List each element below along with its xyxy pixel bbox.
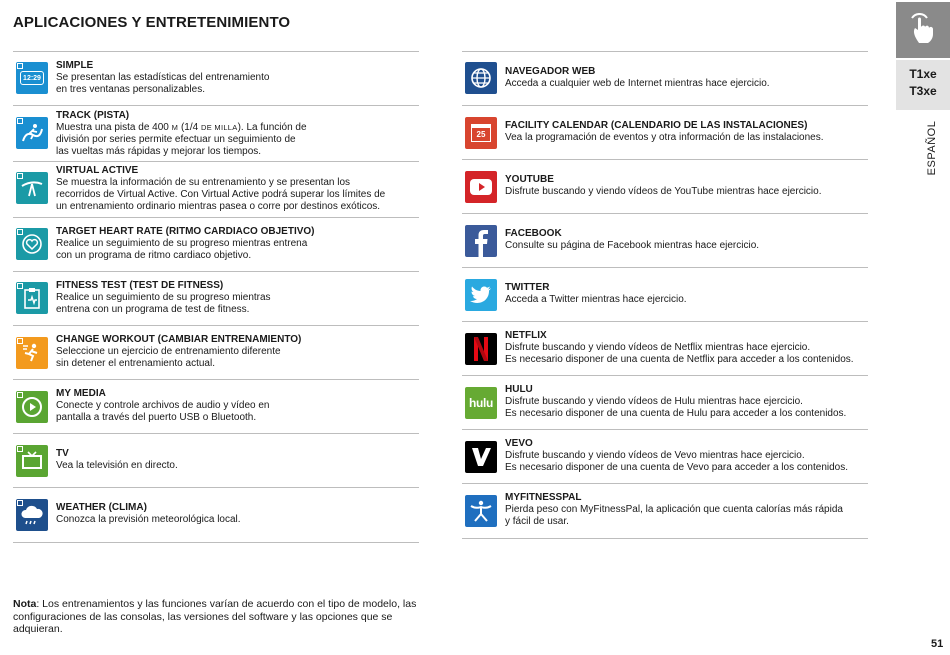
hulu-icon: [465, 387, 497, 419]
app-item-name: WEATHER (CLIMA): [56, 502, 147, 513]
hand-touch-icon: [896, 2, 950, 58]
corner-mark: [17, 173, 23, 179]
corner-mark: [17, 229, 23, 235]
clipboard-icon: [16, 282, 48, 314]
model-t3xe: T3xe: [909, 84, 937, 98]
model-tab: [896, 60, 950, 110]
app-item-description-line: Vea la televisión en directo.: [56, 460, 178, 471]
left-app-item: [13, 325, 419, 380]
heart-target-icon: [16, 228, 48, 260]
app-item-text: [56, 502, 241, 526]
app-item-description-line: Es necesario disponer de una cuenta de Vevo para acceder a los contenidos.: [505, 462, 849, 473]
app-item-name: SIMPLE: [56, 60, 94, 71]
hulu-logo-text: hulu: [468, 396, 494, 410]
app-item-description-line: un entrenamiento ordinario mientras pasea o corre por destinos exóticos.: [56, 201, 381, 212]
app-item-name: MYFITNESSPAL: [505, 492, 582, 503]
left-column-bottom-rule: [13, 542, 419, 543]
app-item-description-line: recorridos de Virtual Active. Con Virtual Active podrá superar los límites de: [56, 189, 386, 200]
app-item-description-line: Disfrute buscando y viendo vídeos de Vevo mientras hace ejercicio.: [505, 450, 805, 461]
language-label: ESPAÑOL: [926, 120, 938, 176]
change-workout-icon: [16, 337, 48, 369]
calendar-icon: [465, 117, 497, 149]
app-item-description-line: división por series permite efectuar un seguimiento de: [56, 134, 296, 145]
app-item-description-line: Realice un seguimiento de su progreso mientras entrena: [56, 238, 308, 249]
app-item-text: [56, 60, 269, 96]
app-item-text: [505, 492, 843, 528]
app-item-name: CHANGE WORKOUT (CAMBIAR ENTRENAMIENTO): [56, 334, 302, 345]
youtube-icon: [465, 171, 497, 203]
left-app-item: [13, 217, 419, 272]
left-app-item: [13, 487, 419, 543]
app-item-text: [505, 438, 848, 474]
app-item-description-line: Pierda peso con MyFitnessPal, la aplicación que cuenta calorías más rápida: [505, 504, 843, 515]
clock-face-text: 12:29: [20, 71, 44, 85]
app-item-description-line: Se muestra la información de su entrenamiento y se presentan los: [56, 177, 351, 188]
note-text: : Los entrenamientos y las funciones varían de acuerdo con el tipo de modelo, las configuraciones de las consolas, las versiones del software y las opciones que se adquieran.: [13, 598, 417, 635]
app-item-description-line: Disfrute buscando y viendo vídeos de Netflix mientras hace ejercicio.: [505, 342, 811, 353]
note: [13, 598, 423, 636]
left-app-item: [13, 161, 419, 218]
app-item-description-line: Se presentan las estadísticas del entrenamiento: [56, 72, 270, 83]
app-item-description-line: Realice un seguimiento de su progreso mientras: [56, 292, 271, 303]
virtual-active-icon: [16, 172, 48, 204]
app-item-description-line: Disfrute buscando y viendo vídeos de YouTube mientras hace ejercicio.: [505, 186, 822, 197]
right-app-item: [462, 213, 868, 268]
page-title: APLICACIONES Y ENTRETENIMIENTO: [13, 14, 291, 31]
app-item-text: [505, 174, 821, 198]
app-item-description-line: Disfrute buscando y viendo vídeos de Hulu mientras hace ejercicio.: [505, 396, 803, 407]
app-item-description-line: sin detener el entrenamiento actual.: [56, 358, 215, 369]
page-number: 51: [931, 638, 944, 650]
right-app-item: [462, 429, 868, 484]
app-item-description-line: Muestra una pista de 400 M (1/4 DE MILLA). La función de: [56, 122, 307, 133]
app-item-description-line: las vueltas más rápidas y mejorar los tiempos.: [56, 146, 262, 157]
right-app-item: [462, 105, 868, 160]
corner-mark: [17, 392, 23, 398]
left-app-item: [13, 433, 419, 488]
app-item-text: [56, 388, 269, 424]
play-icon: [16, 391, 48, 423]
app-item-name: HULU: [505, 384, 533, 395]
app-item-name: TRACK (PISTA): [56, 110, 130, 121]
app-item-description-line: con un programa de ritmo cardiaco objetivo.: [56, 250, 252, 261]
app-item-description-line: Es necesario disponer de una cuenta de Hulu para acceder a los contenidos.: [505, 408, 847, 419]
app-item-text: [505, 330, 854, 366]
app-item-description-line: entrena con un programa de test de fitness.: [56, 304, 250, 315]
right-app-item: [462, 267, 868, 322]
twitter-icon: [465, 279, 497, 311]
app-item-description-line: Conecte y controle archivos de audio y vídeo en: [56, 400, 270, 411]
left-app-item: [13, 51, 419, 106]
app-item-description-line: pantalla a través del puerto USB o Bluetooth.: [56, 412, 257, 423]
app-item-text: [505, 66, 770, 90]
right-app-item: [462, 51, 868, 106]
app-item-name: TWITTER: [505, 282, 550, 293]
calendar-day-text: 25: [471, 124, 491, 142]
app-item-name: YOUTUBE: [505, 174, 554, 185]
right-app-item: [462, 375, 868, 430]
app-item-text: [505, 228, 759, 252]
left-app-item: [13, 379, 419, 434]
corner-mark: [17, 118, 23, 124]
weather-icon: [16, 499, 48, 531]
app-item-name: NETFLIX: [505, 330, 547, 341]
app-item-text: [56, 448, 178, 472]
unit-metres: M: [171, 123, 179, 132]
app-item-name: VIRTUAL ACTIVE: [56, 165, 139, 176]
corner-mark: [17, 338, 23, 344]
right-app-item: [462, 159, 868, 214]
clock-icon: [16, 62, 48, 94]
corner-mark: [17, 283, 23, 289]
app-item-text: [56, 280, 271, 316]
app-item-name: FACILITY CALENDAR (CALENDARIO DE LAS INSTALACIONES): [505, 120, 808, 131]
app-item-text: [56, 334, 301, 370]
globe-icon: [465, 62, 497, 94]
app-item-name: NAVEGADOR WEB: [505, 66, 596, 77]
app-item-description-line: Seleccione un ejercicio de entrenamiento diferente: [56, 346, 281, 357]
app-item-name: VEVO: [505, 438, 533, 449]
note-label: Nota: [13, 598, 37, 610]
app-item-text: [505, 120, 824, 144]
app-item-description-line: Conozca la previsión meteorológica local.: [56, 514, 241, 525]
app-item-text: [56, 165, 385, 213]
vevo-icon: [465, 441, 497, 473]
right-column-bottom-rule: [462, 538, 868, 539]
corner-mark: [17, 63, 23, 69]
corner-mark: [17, 500, 23, 506]
netflix-icon: [465, 333, 497, 365]
app-item-description-line: en tres ventanas personalizables.: [56, 84, 205, 95]
left-app-item: [13, 271, 419, 326]
app-item-name: FITNESS TEST (TEST DE FITNESS): [56, 280, 224, 291]
app-item-description-line: y fácil de usar.: [505, 516, 569, 527]
app-item-name: MY MEDIA: [56, 388, 106, 399]
myfitnesspal-icon: [465, 495, 497, 527]
app-item-description-line: Vea la programación de eventos y otra información de las instalaciones.: [505, 132, 824, 143]
app-item-text: [505, 384, 846, 420]
app-item-name: TARGET HEART RATE (RITMO CARDIACO OBJETIVO): [56, 226, 315, 237]
app-item-text: [56, 226, 315, 262]
track-runner-icon: [16, 117, 48, 149]
corner-mark: [17, 446, 23, 452]
app-item-description-line: Acceda a Twitter mientras hace ejercicio.: [505, 294, 687, 305]
app-item-description-line: Consulte su página de Facebook mientras hace ejercicio.: [505, 240, 760, 251]
right-app-item: [462, 321, 868, 376]
facebook-icon: [465, 225, 497, 257]
app-item-description-line: Acceda a cualquier web de Internet mientras hace ejercicio.: [505, 78, 770, 89]
app-item-description-line: Es necesario disponer de una cuenta de Netflix para acceder a los contenidos.: [505, 354, 854, 365]
app-item-text: [56, 110, 307, 158]
left-app-item: [13, 105, 419, 162]
tv-icon: [16, 445, 48, 477]
app-item-name: FACEBOOK: [505, 228, 562, 239]
app-item-name: TV: [56, 448, 69, 459]
app-item-text: [505, 282, 687, 306]
unit-mile: DE MILLA: [201, 123, 238, 132]
right-app-item: [462, 483, 868, 539]
model-t1xe: T1xe: [909, 67, 937, 81]
